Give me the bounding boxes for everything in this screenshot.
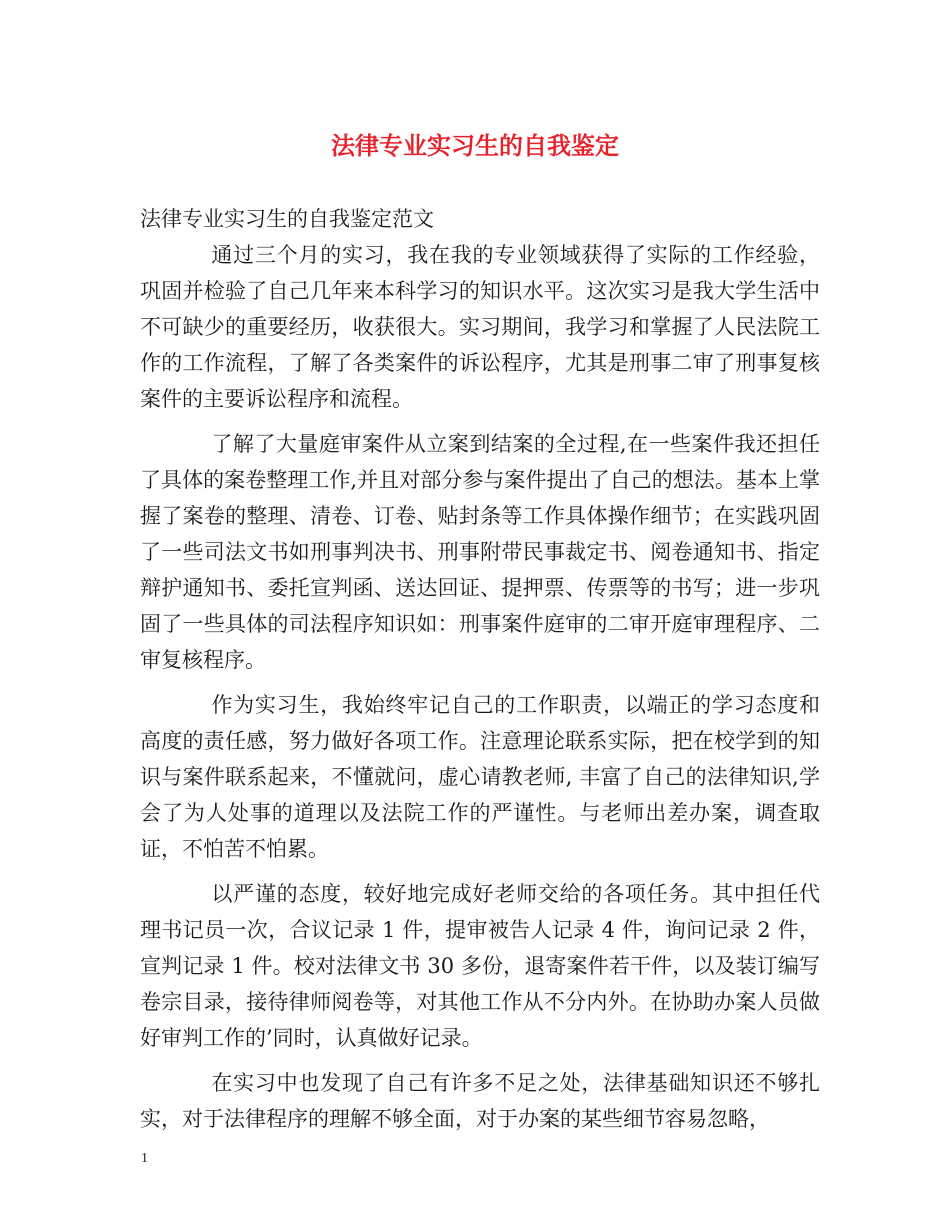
paragraph-4: 以严谨的态度，较好地完成好老师交给的各项任务。其中担任代理书记员一次，合议记录 1 件，提审被告人记录 4 件，询问记录 2 件，宣判记录 1 件。校对法律文书 30 多份，退寄案件若干件，以及装订编写卷宗目录，接待律师阅卷等，对其他工作从不分内外。在协助办案人员做好审判工作的’同时，认真做好记录。	[140, 882, 820, 1050]
paragraph-2: 了解了大量庭审案件从立案到结案的全过程,在一些案件我还担任了具体的案卷整理工作,并且对部分参与案件提出了自己的想法。基本上掌握了案卷的整理、清卷、订卷、贴封条等工作具体操作细节；在实践巩固了一些司法文书如刑事判决书、刑事附带民事裁定书、阅卷通知书、指定辩护通知书、委托宣判函、送达回证、提押票、传票等的书写；进一步巩固了一些具体的司法程序知识如：刑事案件庭审的二审开庭审理程序、二审复核程序。	[140, 432, 820, 672]
paragraph-1: 通过三个月的实习，我在我的专业领域获得了实际的工作经验，巩固并检验了自己几年来本科学习的知识水平。这次实习是我大学生活中不可缺少的重要经历，收获很大。实习期间，我学习和掌握了人民法院工作的工作流程，了解了各类案件的诉讼程序，尤其是刑事二审了刑事复核案件的主要诉讼程序和流程。	[140, 243, 820, 411]
paragraph-3: 作为实习生，我始终牢记自己的工作职责，以端正的学习态度和高度的责任感，努力做好各项工作。注意理论联系实际，把在校学到的知识与案件联系起来，不懂就问，虚心请教老师, 丰富了自己的法律知识,学会了为人处事的道理以及法院工作的严谨性。与老师出差办案，调查取证，不怕苦不怕累。	[140, 693, 820, 861]
page-number: 1	[141, 1151, 148, 1166]
document-body	[140, 201, 820, 1146]
document-subtitle: 法律专业实习生的自我鉴定范文	[140, 207, 434, 231]
document-title: 法律专业实习生的自我鉴定	[331, 131, 619, 160]
paragraph-5: 在实习中也发现了自己有许多不足之处，法律基础知识还不够扎实，对于法律程序的理解不够全面，对于办案的某些细节容易忽略，	[140, 1071, 820, 1131]
